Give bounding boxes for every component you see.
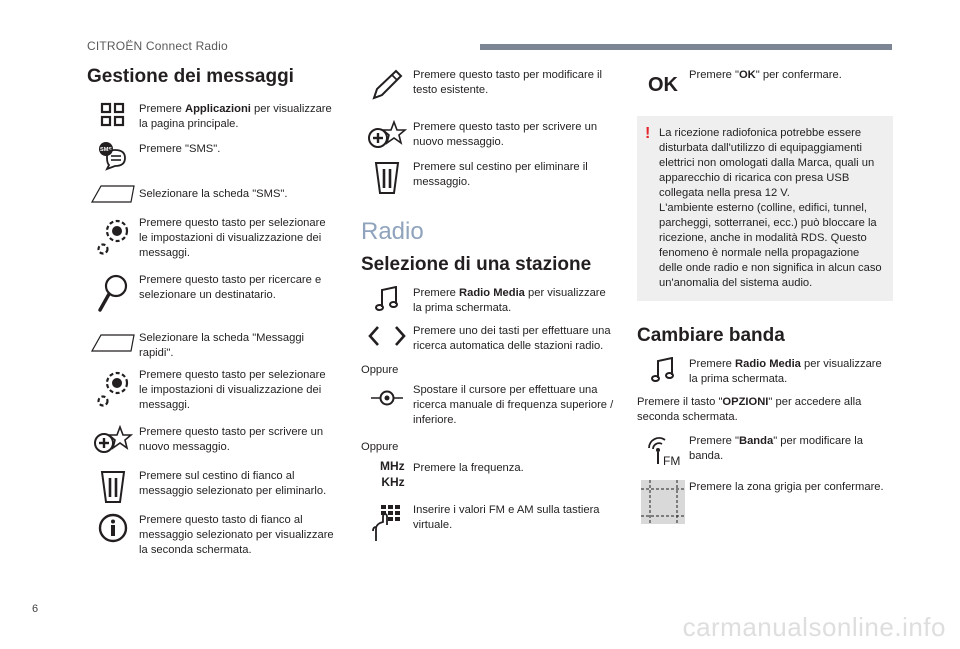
- item-text: Premere uno dei tasti per effettuare una ricerca automatica delle stazioni radio.: [413, 325, 611, 352]
- tab-shape-icon: [87, 184, 139, 204]
- header-title: CITROËN Connect Radio: [87, 39, 228, 53]
- item-text: Premere ": [689, 435, 739, 447]
- slider-cursor-icon: [361, 383, 413, 413]
- item-text: Premere: [689, 358, 736, 370]
- section-title-band: Cambiare banda: [637, 325, 785, 346]
- chapter-title-radio: Radio: [361, 218, 424, 245]
- item-bold: Radio Media: [735, 358, 801, 370]
- item-text: Selezionare la scheda "Messaggi rapidi".: [139, 332, 305, 359]
- item-text: per visualizzare la prima schermata.: [413, 287, 606, 314]
- tab-shape-icon: [87, 333, 139, 353]
- item-new-message: [87, 425, 337, 455]
- gray-zone-icon: [637, 480, 689, 524]
- item-gray-zone: [637, 480, 893, 524]
- item-text: Premere sul cestino per eliminare il messaggio.: [413, 161, 588, 188]
- ok-icon: [637, 68, 689, 102]
- ok-label: OK: [648, 74, 678, 96]
- fm-label: FM: [663, 454, 681, 468]
- item-text: Premere questo tasto per selezionare le impostazioni di visualizzazione dei messaggi.: [139, 369, 326, 411]
- item-text: Premere sul cestino di fianco al messaggio selezionato per eliminarlo.: [139, 470, 327, 497]
- item-text: per visualizzare la pagina principale.: [139, 103, 332, 130]
- page-number: 6: [32, 603, 39, 615]
- info-icon: [87, 513, 139, 543]
- item-text: Premere questo tasto per scrivere un nuovo messaggio.: [139, 426, 324, 453]
- item-text: Selezionare la scheda "SMS".: [139, 188, 288, 200]
- fm-antenna-icon: [637, 434, 689, 468]
- item-frequency: [361, 458, 616, 490]
- item-text: Premere questo tasto per ricercare e selezionare un destinatario.: [139, 274, 322, 301]
- item-text: Premere questo tasto di fianco al messaggio selezionato per visualizzare la seconda schermata.: [139, 514, 334, 556]
- item-text: Premere il tasto ": [637, 396, 723, 408]
- column-messages: [87, 62, 337, 558]
- oppure-label: Oppure: [361, 441, 399, 453]
- item-text: Premere la frequenza.: [413, 462, 524, 474]
- item-sms: [87, 140, 337, 172]
- item-text: " per confermare.: [755, 69, 842, 81]
- mhz-khz-icon: [361, 458, 413, 490]
- item-settings-1: [87, 216, 337, 261]
- item-quick-messages-tab: [87, 333, 337, 361]
- item-bold: OPZIONI: [722, 396, 769, 408]
- item-keypad: [361, 503, 616, 543]
- item-text: Premere questo tasto per scrivere un nuovo messaggio.: [413, 121, 598, 148]
- warning-paragraph-1: La ricezione radiofonica potrebbe essere disturbata dall'utilizzo di equipaggiamenti elettrici non omologati dalla Marca, quali un apparecchio di ricarica con presa USB collegata nella presa 12 V.: [659, 127, 875, 199]
- item-radio-media: [361, 286, 616, 316]
- item-text: Premere la zona grigia per confermare.: [689, 481, 884, 493]
- section-title-messages: Gestione dei messaggi: [87, 66, 294, 87]
- item-text: Premere: [139, 103, 186, 115]
- item-new-message-2: [361, 120, 616, 150]
- trash-icon: [87, 469, 139, 505]
- item-text: Inserire i valori FM e AM sulla tastiera virtuale.: [413, 504, 600, 531]
- item-bold: Applicazioni: [185, 103, 251, 115]
- item-cursor: [361, 383, 616, 428]
- item-text: Premere "SMS".: [139, 143, 221, 155]
- item-text: Premere: [413, 287, 460, 299]
- item-radio-media-2: [637, 357, 893, 387]
- column-band: [637, 62, 893, 524]
- mhz-label: MHz: [380, 459, 405, 473]
- item-ok: [637, 68, 893, 102]
- item-text: Premere questo tasto per modificare il testo esistente.: [413, 69, 603, 96]
- item-bold: OK: [738, 69, 756, 81]
- item-text: " per accedere alla seconda schermata.: [637, 396, 862, 423]
- item-delete: [87, 469, 337, 505]
- search-icon: [87, 273, 139, 313]
- warning-paragraph-2: L'ambiente esterno (colline, edifici, tunnel, parcheggi, sotterranei, ecc.) può bloccare la ricezione, anche in modalità RDS. Questo fenomeno è normale nella propagazione delle onde radio e non significa in alcun caso un'anomalia del sistema audio.: [659, 202, 882, 289]
- item-text: Spostare il cursore per effettuare una ricerca manuale di frequenza superiore / inferiore.: [413, 384, 614, 426]
- chevron-left-right-icon: [361, 324, 413, 348]
- keypad-icon: [361, 503, 413, 543]
- pencil-icon: [361, 68, 413, 102]
- item-apps: [87, 102, 337, 132]
- gear-icon: [87, 368, 139, 408]
- item-text: per visualizzare la prima schermata.: [689, 358, 882, 385]
- item-banda: [637, 434, 893, 468]
- music-note-icon: [361, 286, 413, 312]
- apps-grid-icon: [87, 102, 139, 128]
- item-info: [87, 513, 337, 558]
- warning-box: [637, 116, 893, 301]
- add-favorite-icon: [361, 120, 413, 150]
- item-edit: [361, 68, 616, 102]
- item-settings-2: [87, 368, 337, 413]
- item-sms-tab: [87, 184, 337, 204]
- sms-icon-label: SMS: [100, 147, 112, 153]
- item-delete-2: [361, 160, 616, 196]
- header-bar: [480, 44, 892, 50]
- gear-icon: [87, 216, 139, 256]
- trash-icon: [361, 160, 413, 196]
- item-text: Premere questo tasto per selezionare le impostazioni di visualizzazione dei messaggi.: [139, 217, 326, 259]
- warning-icon: !: [645, 125, 651, 142]
- item-text: Premere ": [689, 69, 739, 81]
- section-title-station: Selezione di una stazione: [361, 254, 592, 275]
- music-note-icon: [637, 357, 689, 383]
- add-favorite-icon: [87, 425, 139, 455]
- item-bold: Banda: [738, 435, 774, 447]
- column-radio: [361, 62, 616, 543]
- oppure-label: Oppure: [361, 364, 399, 376]
- item-arrows: [361, 324, 616, 354]
- watermark: carmanualsonline.info: [682, 612, 946, 642]
- item-bold: Radio Media: [459, 287, 525, 299]
- khz-label: KHz: [381, 475, 405, 489]
- item-text: " per modificare la banda.: [689, 435, 863, 462]
- item-search: [87, 273, 337, 313]
- sms-bubble-icon: [87, 140, 139, 172]
- options-paragraph: [637, 395, 893, 425]
